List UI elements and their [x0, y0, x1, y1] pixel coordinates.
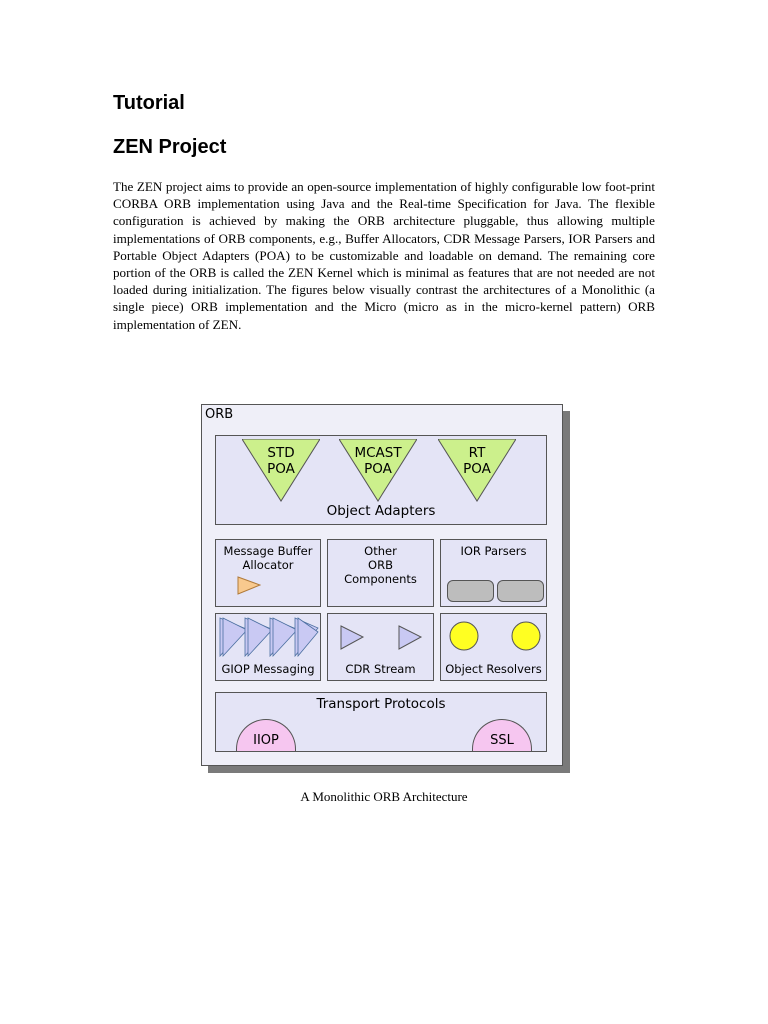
mcast-poa [339, 439, 417, 503]
giop-messages-icon [218, 616, 320, 660]
cdr-stream-box [327, 613, 434, 681]
message-buffer-label: Message Buffer Allocator [223, 544, 313, 572]
giop-messaging-label: GIOP Messaging [221, 662, 315, 676]
rt-poa [438, 439, 516, 503]
figure-caption: A Monolithic ORB Architecture [300, 789, 468, 804]
buffer-triangle-icon [237, 576, 261, 596]
mcast-poa-label: MCAST POA [354, 445, 402, 477]
other-components-box [327, 539, 434, 607]
intro-paragraph: The ZEN project aims to provide an open-source implementation of highly configurable low foot-print CORBA ORB implementation using Java and the Real-time Specification for Java. The flexible configuration is achieved by making the ORB architecture pluggable, thus allowing multiple implementations of ORB components, e.g., Buffer Allocators, CDR Message Parsers, IOR Parsers and Portable Object Adapters (POA) to be customizable and loadable on demand. The remaining core portion of the ORB is called the ZEN Kernel which is minimal as features that are not needed are not loaded during initialization. The figures below visually contrast the architectures of a Monolithic (a single piece) ORB implementation and the Micro (micro as in the micro-kernel pattern) ORB implementation of ZEN. [113, 179, 655, 332]
orb-architecture-figure [201, 404, 563, 766]
ior-parser-block [497, 580, 544, 602]
other-components-label: Other ORB Components [344, 544, 417, 586]
ior-parsers-box [440, 539, 547, 607]
project-heading: ZEN Project [113, 136, 227, 158]
giop-messaging-box [215, 613, 321, 681]
std-poa [242, 439, 320, 503]
transport-protocols-box [215, 692, 547, 752]
orb-label: ORB [205, 407, 234, 422]
cdr-stream-icon [338, 624, 428, 654]
cdr-stream-label: CDR Stream [345, 662, 416, 676]
object-resolvers-label: Object Resolvers [445, 662, 542, 676]
transport-protocols-label: Transport Protocols [316, 696, 446, 712]
ior-parsers-label: IOR Parsers [460, 544, 527, 558]
rt-poa-label: RT POA [463, 445, 491, 477]
object-resolvers-box [440, 613, 547, 681]
std-poa-label: STD POA [267, 445, 295, 477]
iiop-protocol [236, 719, 296, 751]
object-adapters-label: Object Adapters [326, 503, 436, 519]
message-buffer-box [215, 539, 321, 607]
object-resolvers-icon [445, 618, 545, 658]
iiop-label: IIOP [253, 733, 279, 748]
tutorial-heading: Tutorial [113, 92, 185, 114]
ssl-protocol [472, 719, 532, 751]
ior-parser-block [447, 580, 494, 602]
ssl-label: SSL [490, 733, 514, 748]
object-adapters-box [215, 435, 547, 525]
